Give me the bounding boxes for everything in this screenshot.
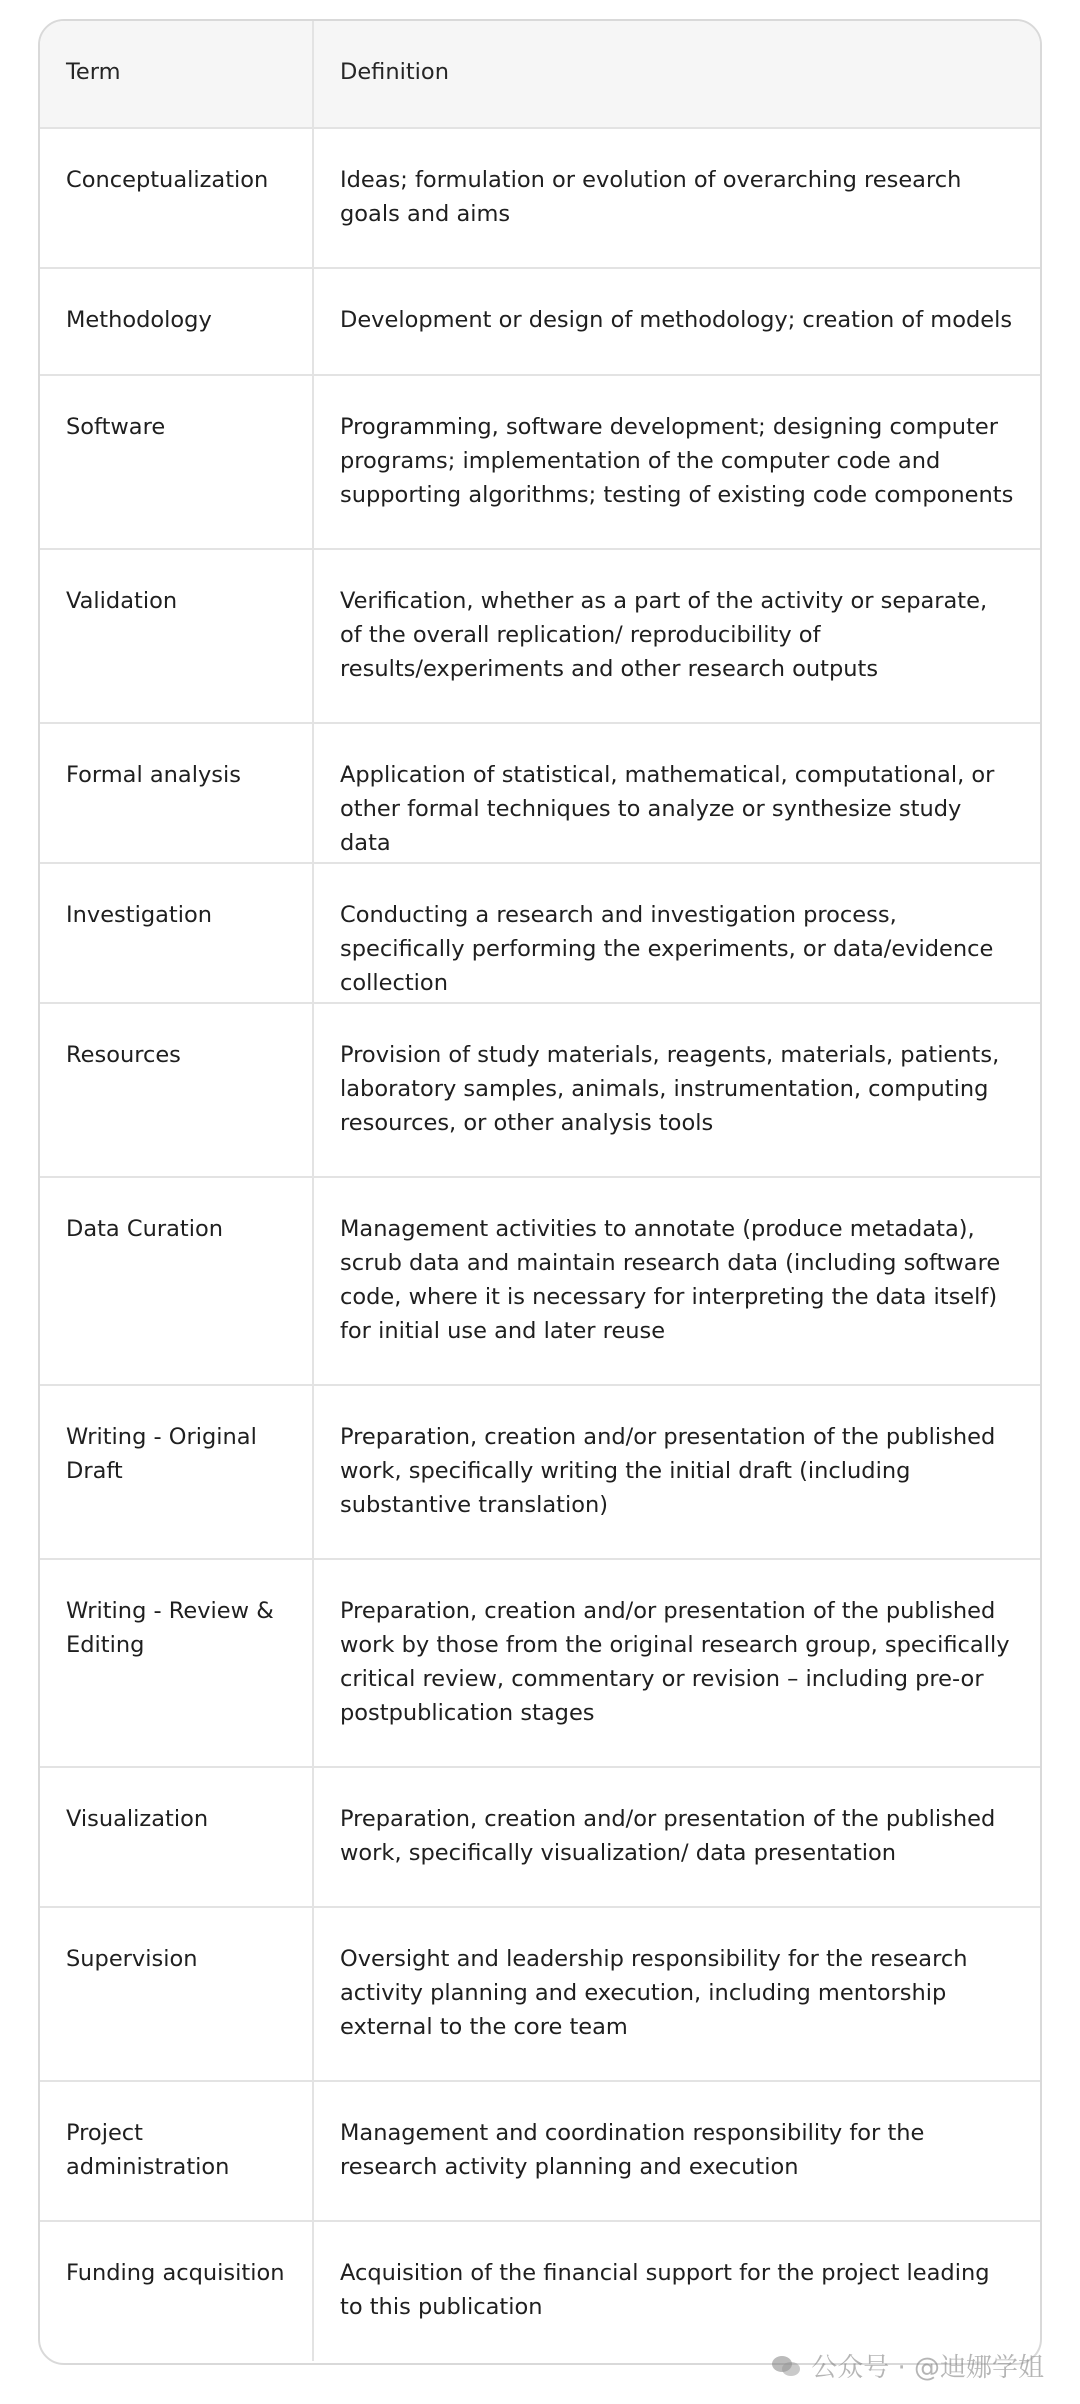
definition-cell: Development or design of methodology; creation of models: [313, 268, 1040, 375]
wechat-icon: [771, 2354, 801, 2378]
table-row: [40, 1559, 1040, 1767]
credit-roles-table: [40, 21, 1040, 2361]
table-row: [40, 723, 1040, 863]
term-cell: Investigation: [66, 902, 213, 928]
term-cell: Validation: [66, 588, 178, 614]
definition-cell: Ideas; formulation or evolution of overarching research goals and aims: [313, 128, 1040, 268]
table-row: [40, 1003, 1040, 1177]
term-cell: Software: [66, 414, 166, 440]
watermark: [771, 2347, 1044, 2384]
credit-roles-table-card: [38, 19, 1042, 2365]
definition-cell: Preparation, creation and/or presentation of the published work, specifically visualization/ data presentation: [313, 1767, 1040, 1907]
table-row: [40, 1177, 1040, 1385]
header-definition: Definition: [313, 21, 1040, 128]
table-row: [40, 1767, 1040, 1907]
definition-cell: Programming, software development; designing computer programs; implementation of the computer code and supporting algorithms; testing of existing code components: [313, 375, 1040, 549]
definition-cell: Provision of study materials, reagents, materials, patients, laboratory samples, animals, instrumentation, computing resources, or other analysis tools: [313, 1003, 1040, 1177]
table-header-row: [40, 21, 1040, 128]
term-cell: Formal analysis: [66, 762, 241, 788]
definition-cell: Acquisition of the financial support for the project leading to this publication: [313, 2221, 1040, 2361]
term-cell: Funding acquisition: [66, 2260, 285, 2286]
term-cell: Visualization: [66, 1806, 209, 1832]
definition-cell: Management and coordination responsibility for the research activity planning and execution: [313, 2081, 1040, 2221]
watermark-text: 公众号 · @迪娜学姐: [811, 2353, 1044, 2383]
table-row: [40, 268, 1040, 375]
definition-cell: Management activities to annotate (produce metadata), scrub data and maintain research data (including software code, where it is necessary for interpreting the data itself) for initial use and later reuse: [313, 1177, 1040, 1385]
definition-cell: Oversight and leadership responsibility for the research activity planning and execution, including mentorship external to the core team: [313, 1907, 1040, 2081]
table-row: [40, 1385, 1040, 1559]
term-cell: Writing - Original Draft: [66, 1424, 257, 1484]
term-cell: Conceptualization: [66, 167, 269, 193]
term-cell: Supervision: [66, 1946, 198, 1972]
table-row: [40, 549, 1040, 723]
table-row: [40, 863, 1040, 1003]
definition-cell: Verification, whether as a part of the activity or separate, of the overall replication/ reproducibility of results/experiments and other research outputs: [313, 549, 1040, 723]
table-row: [40, 375, 1040, 549]
term-cell: Resources: [66, 1042, 181, 1068]
table-row: [40, 1907, 1040, 2081]
term-cell: Writing - Review & Editing: [66, 1598, 274, 1658]
term-cell: Data Curation: [66, 1216, 223, 1242]
definition-cell: Application of statistical, mathematical, computational, or other formal techniques to analyze or synthesize study data: [313, 723, 1040, 863]
header-term: Term: [66, 59, 121, 85]
term-cell: Project administration: [66, 2120, 230, 2180]
definition-cell: Preparation, creation and/or presentation of the published work, specifically writing the initial draft (including substantive translation): [313, 1385, 1040, 1559]
table-row: [40, 128, 1040, 268]
term-cell: Methodology: [66, 307, 212, 333]
table-row: [40, 2221, 1040, 2361]
table-row: [40, 2081, 1040, 2221]
definition-cell: Conducting a research and investigation process, specifically performing the experiments, or data/evidence collection: [313, 863, 1040, 1003]
definition-cell: Preparation, creation and/or presentation of the published work by those from the original research group, specifically critical review, commentary or revision – including pre-or postpublication stages: [313, 1559, 1040, 1767]
